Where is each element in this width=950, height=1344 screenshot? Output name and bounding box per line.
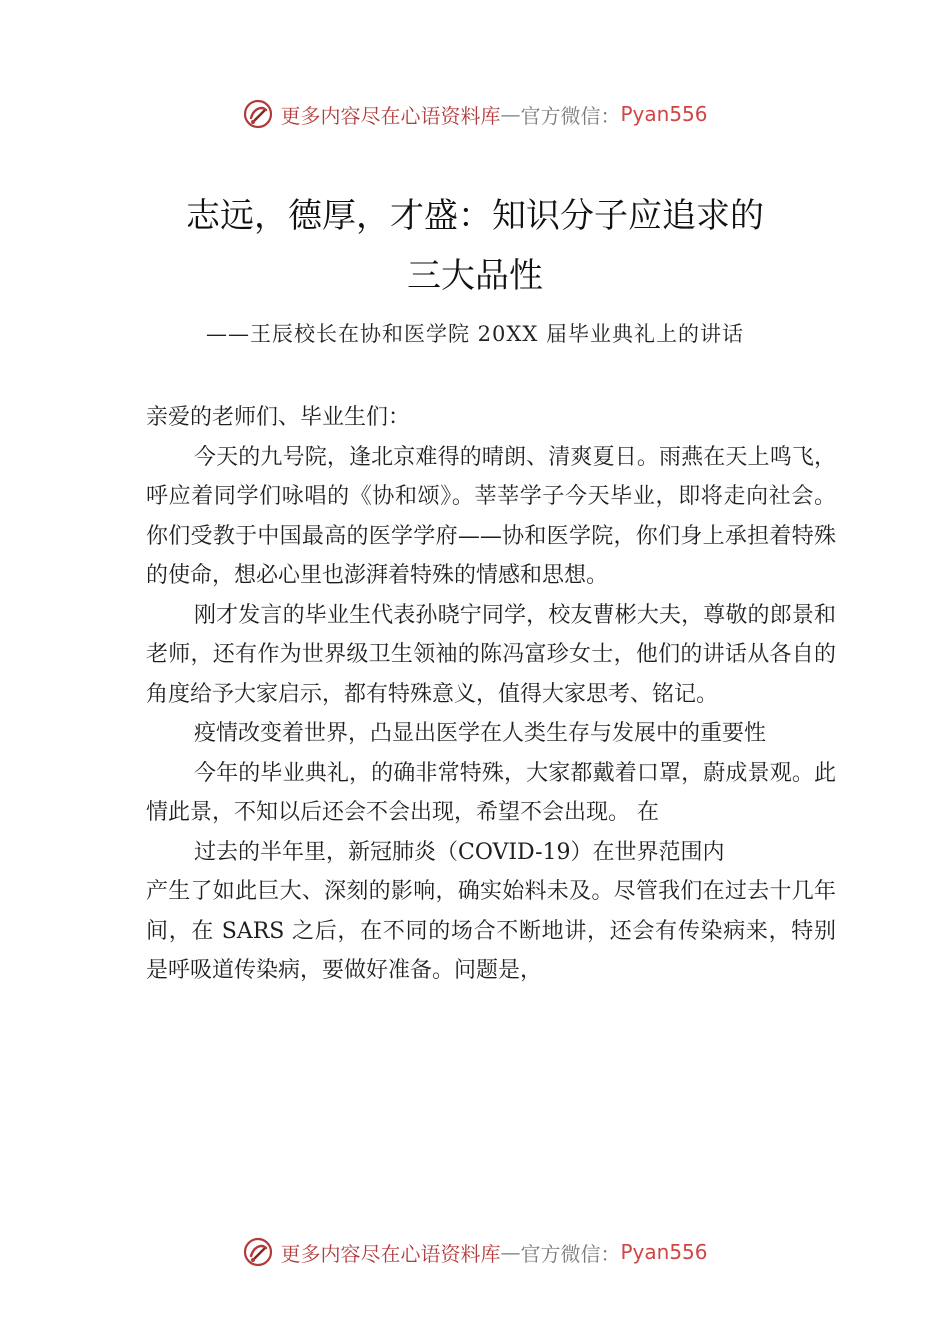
page-title-line-2: 三大品性 <box>407 256 543 296</box>
banner-brand-text: 更多内容尽在心语资料库 <box>280 103 501 128</box>
footer-contact-label: 官方微信： <box>520 1241 621 1266</box>
speech-body <box>146 398 836 991</box>
paragraph-1: 今天的九号院，逢北京难得的晴朗、清爽夏日。雨燕在天上鸣飞，呼应着同学们咏唱的《协和颂》。莘莘学子今天毕业，即将走向社会。你们受教于中国最高的医学学府——协和医学院，你们身上承担着特殊的使命，想必心里也澎湃着特殊的情感和思想。 <box>146 444 836 588</box>
banner-contact-id: Pyan556 <box>620 102 708 126</box>
page-title-line-1: 志远，德厚，才盛：知识分子应追求的 <box>186 196 764 236</box>
salutation: 亲爱的老师们、毕业生们： <box>146 405 411 430</box>
brand-logo-icon <box>242 98 274 130</box>
header-banner <box>0 94 950 134</box>
footer-banner <box>0 1232 950 1272</box>
paragraph-6: 产生了如此巨大、深刻的影响，确实始料未及。尽管我们在过去十几年间，在 SARS 之后，在不同的场合不断地讲，还会有传染病来，特别是呼吸道传染病，要做好准备。问题是， <box>146 879 836 983</box>
paragraph-5: 过去的半年里，新冠肺炎（COVID-19）在世界范围内 <box>194 839 725 865</box>
brand-logo-icon <box>242 1236 274 1268</box>
paragraph-4: 今年的毕业典礼，的确非常特殊，大家都戴着口罩，蔚成景观。此情此景，不知以后还会不会出现，希望不会出现。 在 <box>146 760 836 825</box>
footer-contact-id: Pyan556 <box>620 1240 708 1264</box>
banner-separator: — <box>500 102 521 126</box>
paragraph-2: 刚才发言的毕业生代表孙晓宁同学，校友曹彬大夫，尊敬的郎景和老师，还有作为世界级卫生领袖的陈冯富珍女士，他们的讲话从各自的角度给予大家启示，都有特殊意义，值得大家思考、铭记。 <box>146 602 836 707</box>
banner-contact-label: 官方微信： <box>520 103 621 128</box>
page-subtitle: ——王辰校长在协和医学院 20XX 届毕业典礼上的讲话 <box>206 322 744 346</box>
footer-separator: — <box>500 1240 521 1264</box>
paragraph-3: 疫情改变着世界，凸显出医学在人类生存与发展中的重要性 <box>194 721 767 746</box>
footer-brand-text: 更多内容尽在心语资料库 <box>280 1241 501 1266</box>
